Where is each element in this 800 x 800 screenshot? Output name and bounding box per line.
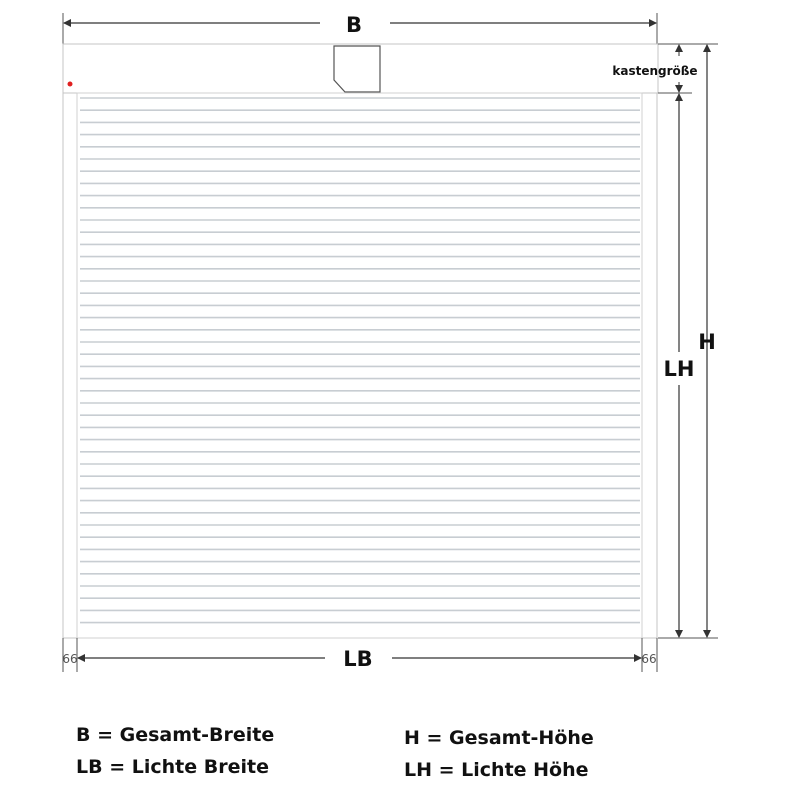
clear-width-dimension-LB (62, 638, 657, 672)
shutter-box (63, 44, 658, 93)
total-height-dimension-H (690, 44, 718, 638)
right-rail-width-label: 66 (641, 652, 657, 666)
label-LH: LH (663, 357, 695, 381)
right-guide-rail (642, 93, 657, 638)
shutter-curtain (77, 93, 642, 638)
label-H: H (698, 330, 716, 354)
legend-LH: LH = Lichte Höhe (404, 759, 589, 781)
legend-left (76, 719, 274, 783)
legend-B: B = Gesamt-Breite (76, 724, 275, 746)
width-dimension-B (63, 13, 657, 44)
left-guide-rail (63, 93, 77, 638)
left-rail-width-label: 66 (62, 652, 78, 666)
clear-height-dimension-LH (658, 94, 694, 638)
curtain-area (77, 93, 642, 638)
legend-right (404, 722, 594, 786)
label-B: B (345, 13, 363, 37)
red-marker-dot (68, 82, 73, 87)
legend-LB: LB = Lichte Breite (76, 756, 269, 778)
legend-H: H = Gesamt-Höhe (404, 727, 594, 749)
box-profile-icon (334, 46, 380, 92)
label-LB: LB (343, 647, 373, 671)
label-kastengroesse: kastengröße (612, 64, 698, 78)
